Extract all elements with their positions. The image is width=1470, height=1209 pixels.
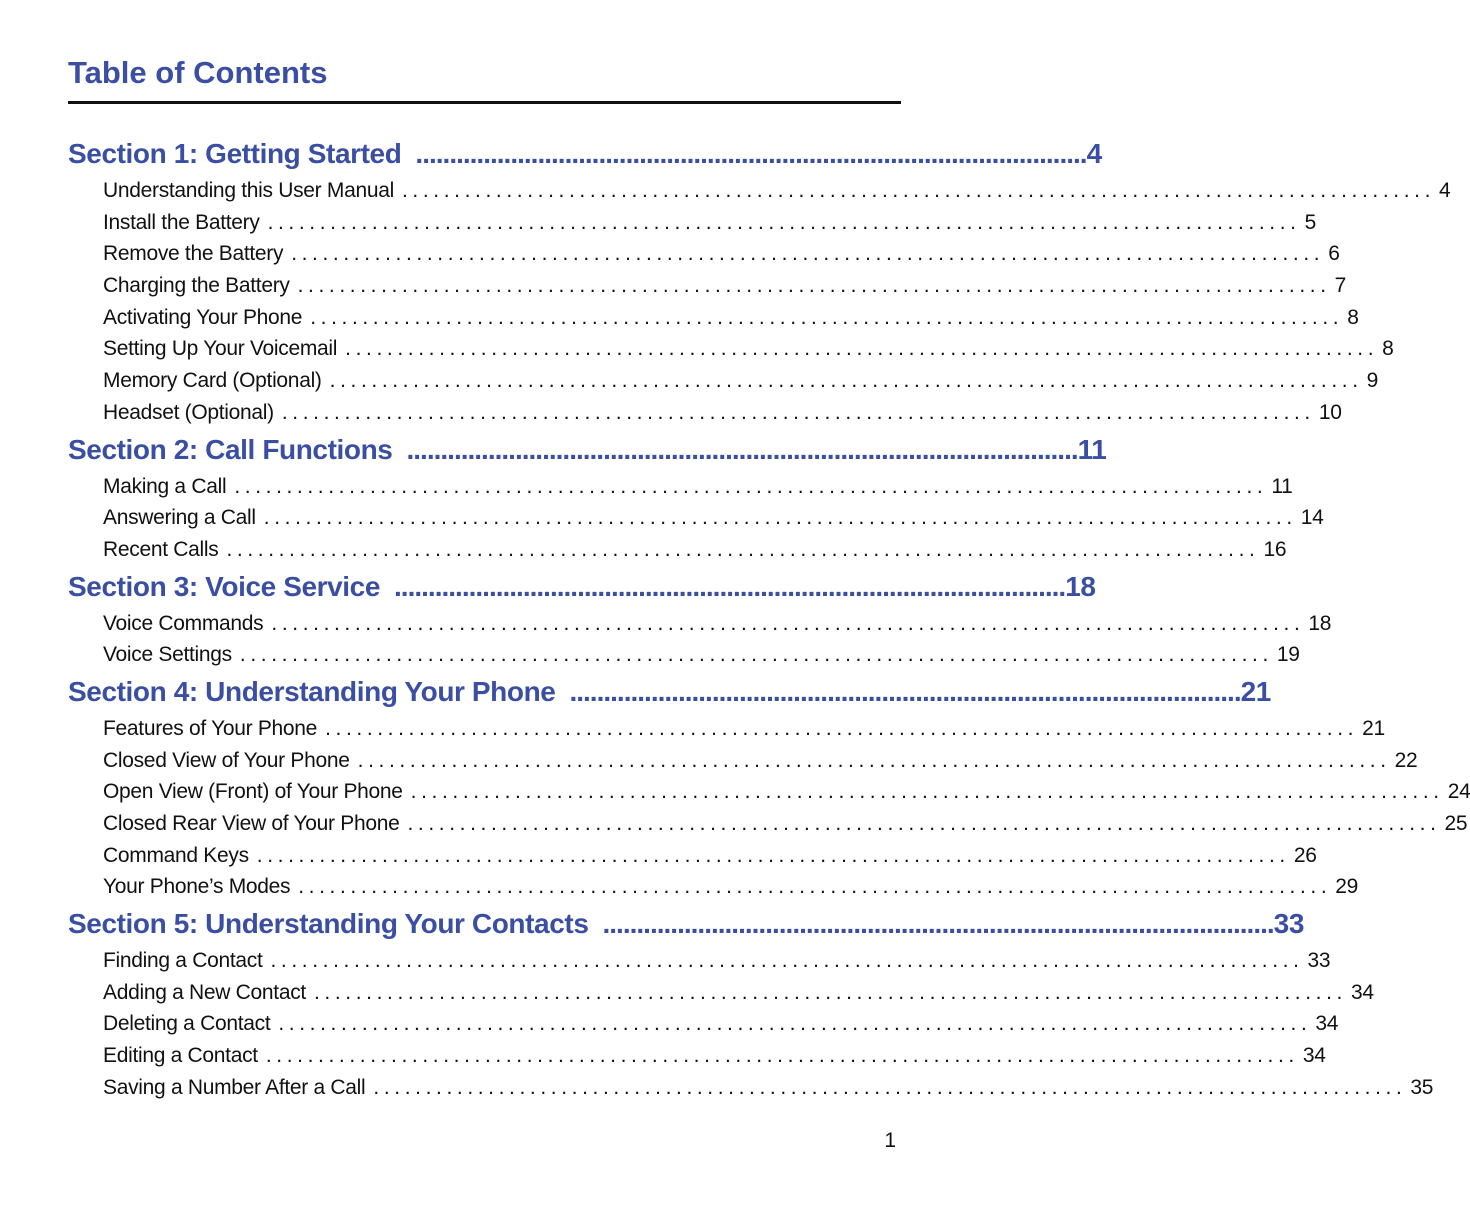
toc-entry[interactable] [68,471,1293,503]
entry-page-number: 24 [1447,780,1470,804]
entry-page-number: 34 [1302,1044,1326,1068]
section-title: Section 5: Understanding Your Contacts [68,908,589,940]
entry-title: Install the Battery [103,210,260,234]
entry-page-number: 5 [1304,210,1316,234]
toc-entry[interactable] [68,713,1385,745]
toc-entry[interactable] [68,1072,1434,1104]
dot-leader: ................................................................................................... [256,843,1290,867]
dot-leader: ................................................................................................... [263,506,1297,530]
toc-section-2[interactable] [68,429,1107,471]
entry-page-number: 21 [1362,716,1385,740]
toc-entry[interactable] [68,302,1359,334]
toc-entry[interactable] [68,1008,1339,1040]
toc-entry[interactable] [68,1040,1326,1072]
toc-entry[interactable] [68,745,1418,777]
entry-page-number: 6 [1328,242,1340,266]
entry-title: Editing a Contact [103,1044,258,1068]
toc-entry[interactable] [68,534,1287,566]
section-page-number: 11 [1077,433,1107,465]
entry-title: Activating Your Phone [103,305,303,329]
dot-leader: ................................................................................................... [406,433,1078,465]
toc-entry[interactable] [68,945,1331,977]
toc-entry[interactable] [68,238,1340,270]
entry-page-number: 35 [1410,1075,1434,1099]
dot-leader: ................................................................................................... [226,537,1260,561]
toc-entry[interactable] [68,397,1342,429]
entry-title: Remove the Battery [103,242,284,266]
dot-leader: ................................................................................................... [281,400,1315,424]
entry-title: Recent Calls [103,537,219,561]
entry-page-number: 10 [1318,400,1342,424]
section-title: Section 2: Call Functions [68,433,393,465]
toc-entry[interactable] [68,639,1300,671]
entry-page-number: 8 [1382,337,1394,361]
section-page-number: 21 [1240,675,1271,707]
entry-title: Deleting a Contact [103,1012,271,1036]
section-title: Section 3: Voice Service [68,570,381,602]
entry-title: Voice Commands [103,611,264,635]
entry-title: Finding a Contact [103,949,263,973]
dot-leader: ................................................................................................... [267,210,1301,234]
dot-leader: ................................................................................................... [329,369,1363,393]
entry-title: Voice Settings [103,643,232,667]
dot-leader: ................................................................................................... [394,570,1066,602]
dot-leader: ................................................................................................... [357,748,1391,772]
entry-title: Charging the Battery [103,274,290,298]
entry-page-number: 22 [1394,748,1418,772]
dot-leader: ................................................................................................... [345,337,1379,361]
toc-entry[interactable] [68,365,1379,397]
title-divider [68,101,901,104]
toc-entry[interactable] [68,333,1394,365]
dot-leader: ................................................................................................... [402,179,1436,202]
entry-title: Understanding this User Manual [103,179,394,202]
entry-title: Closed View of Your Phone [103,748,350,772]
dot-leader: ................................................................................................... [270,949,1304,973]
entry-title: Headset (Optional) [103,400,274,424]
toc-section-1[interactable] [68,133,1102,175]
entry-title: Making a Call [103,474,227,498]
dot-leader: ................................................................................................... [271,611,1305,635]
entry-page-number: 29 [1335,875,1359,899]
entry-page-number: 34 [1315,1012,1339,1036]
entry-title: Memory Card (Optional) [103,369,322,393]
entry-title: Adding a New Contact [103,980,306,1004]
entry-title: Command Keys [103,843,249,867]
entry-title: Answering a Call [103,506,256,530]
toc-entry[interactable] [68,608,1332,640]
page-number: 1 [884,1129,896,1152]
entry-title: Open View (Front) of Your Phone [103,780,403,804]
toc-section-4[interactable] [68,671,1271,713]
dot-leader: ................................................................................................... [569,675,1241,707]
entry-title: Features of Your Phone [103,716,318,740]
entry-page-number: 4 [1439,179,1451,202]
dot-leader: ................................................................................................... [239,643,1273,667]
entry-title: Closed Rear View of Your Phone [103,812,400,835]
section-page-number: 33 [1273,908,1305,940]
entry-page-number: 26 [1293,843,1317,867]
dot-leader: ................................................................................................... [325,716,1359,740]
entry-page-number: 19 [1276,643,1300,667]
dot-leader: ................................................................................................... [234,474,1268,498]
toc-entry[interactable] [68,776,1470,808]
entry-page-number: 33 [1307,949,1331,973]
dot-leader: ................................................................................................... [265,1044,1299,1068]
section-page-number: 18 [1065,570,1096,602]
entry-page-number: 16 [1263,537,1287,561]
dot-leader: ................................................................................................... [410,780,1444,804]
entry-page-number: 14 [1300,506,1324,530]
entry-page-number: 25 [1444,812,1468,835]
dot-leader: ................................................................................................... [298,875,1332,899]
dot-leader: ................................................................................................... [407,812,1441,835]
entry-title: Saving a Number After a Call [103,1075,366,1099]
dot-leader: ................................................................................................... [310,305,1344,329]
dot-leader: ................................................................................................... [278,1012,1312,1036]
toc-entry[interactable] [68,871,1359,903]
toc-entry[interactable] [68,977,1374,1009]
section-title: Section 4: Understanding Your Phone [68,675,556,707]
entry-title: Setting Up Your Voicemail [103,337,338,361]
toc-section-3[interactable] [68,566,1096,608]
section-title: Section 1: Getting Started [68,138,402,169]
entry-page-number: 18 [1308,611,1332,635]
toc-entry[interactable] [68,840,1317,872]
page-title: Table of Contents [68,55,328,90]
table-of-contents [68,133,1470,1104]
dot-leader: ................................................................................................... [373,1075,1407,1099]
toc-entry[interactable] [68,175,1451,207]
entry-page-number: 9 [1366,369,1379,393]
toc-entry[interactable] [68,207,1316,239]
section-page-number: 4 [1086,138,1102,169]
toc-section-5[interactable] [68,903,1305,945]
dot-leader: ................................................................................................... [313,980,1347,1004]
dot-leader: ................................................................................................... [415,138,1087,169]
toc-entry[interactable] [68,808,1468,840]
entry-page-number: 8 [1347,305,1359,329]
entry-page-number: 34 [1350,980,1374,1004]
entry-page-number: 11 [1271,474,1293,498]
toc-entry[interactable] [68,502,1324,534]
entry-title: Your Phone’s Modes [103,875,291,899]
dot-leader: ................................................................................................... [297,274,1331,298]
dot-leader: ................................................................................................... [291,242,1325,266]
toc-entry[interactable] [68,270,1347,302]
entry-page-number: 7 [1334,274,1347,298]
dot-leader: ................................................................................................... [602,908,1274,940]
